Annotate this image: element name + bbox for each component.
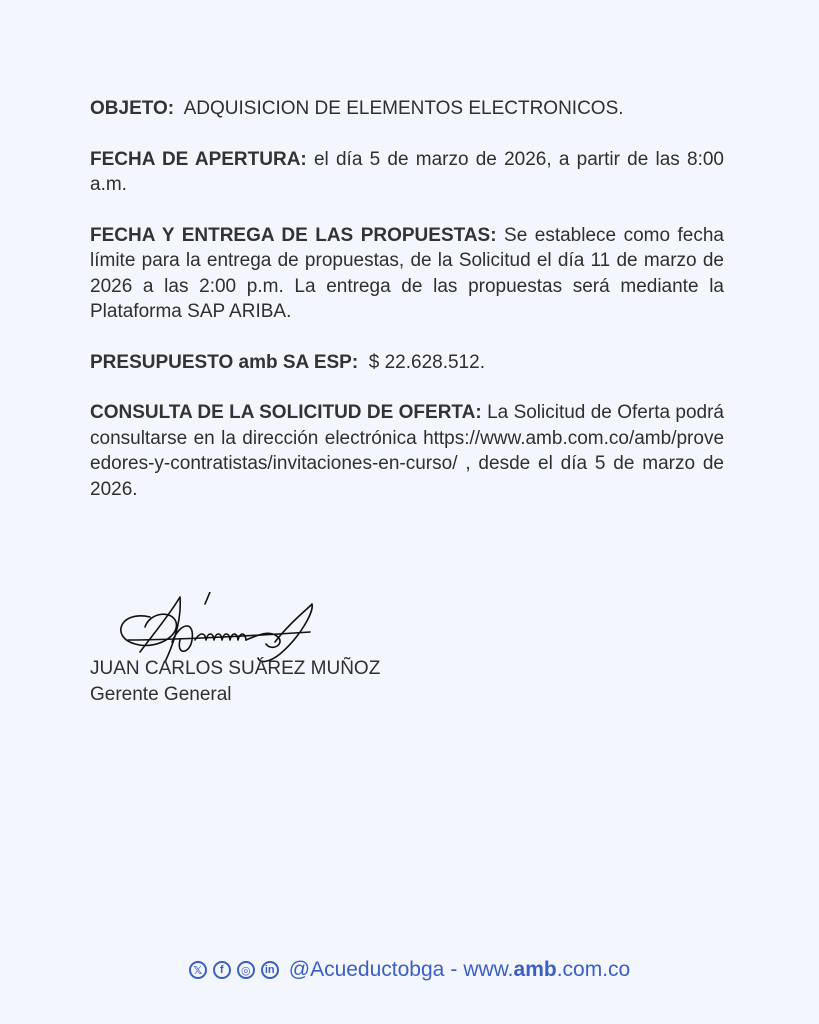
consulta-paragraph	[90, 400, 724, 502]
objeto-text: ADQUISICION DE ELEMENTOS ELECTRONICOS.	[183, 98, 624, 119]
objeto-paragraph	[90, 96, 724, 122]
entrega-paragraph	[90, 223, 724, 325]
apertura-paragraph	[90, 147, 724, 198]
website-prefix: www.	[463, 958, 514, 981]
x-icon[interactable]: 𝕏	[189, 961, 207, 979]
signer-name: JUAN CARLOS SUÁREZ MUÑOZ	[90, 658, 381, 679]
facebook-icon[interactable]: f	[213, 961, 231, 979]
social-handle[interactable]: @Acueductobga	[288, 958, 445, 981]
linkedin-icon[interactable]: in	[261, 961, 279, 979]
footer-separator: -	[450, 958, 458, 981]
signer-role: Gerente General	[90, 684, 232, 705]
presupuesto-paragraph	[90, 350, 724, 376]
website-suffix: .com.co	[556, 958, 631, 981]
website-link[interactable]	[463, 958, 630, 982]
consulta-text: La Solicitud de Oferta podrá consultarse en la dirección electrónica	[90, 402, 725, 449]
apertura-label: FECHA DE APERTURA:	[90, 148, 307, 170]
instagram-icon[interactable]: ◎	[237, 961, 255, 979]
apertura-text: el día 5 de marzo de 2026, a partir de las 8:00 a.m.	[90, 148, 724, 195]
consulta-url-link[interactable]: https://www.amb.com.co/amb/proveedores-y-contratistas/invitaciones-en-curso/	[90, 427, 725, 474]
document-body	[90, 96, 724, 527]
objeto-label: OBJETO:	[90, 98, 175, 119]
entrega-text: Se establece como fecha límite para la entrega de propuestas, de la Solicitud el día 11 de marzo de 2026 a las 2:00 p.m. La entrega de las propuestas será mediante la Plataforma SAP ARIBA.	[90, 224, 724, 322]
presupuesto-text: $ 22.628.512.	[368, 351, 485, 373]
consulta-label: CONSULTA DE LA SOLICITUD DE OFERTA:	[90, 402, 482, 423]
entrega-label: FECHA Y ENTREGA DE LAS PROPUESTAS:	[90, 224, 497, 246]
signature-block	[90, 592, 510, 712]
footer	[0, 955, 819, 985]
consulta-text-after: , desde el día 5 de marzo de 2026.	[90, 453, 724, 500]
presupuesto-label: PRESUPUESTO amb SA ESP:	[90, 351, 359, 373]
website-bold: amb	[513, 958, 557, 981]
